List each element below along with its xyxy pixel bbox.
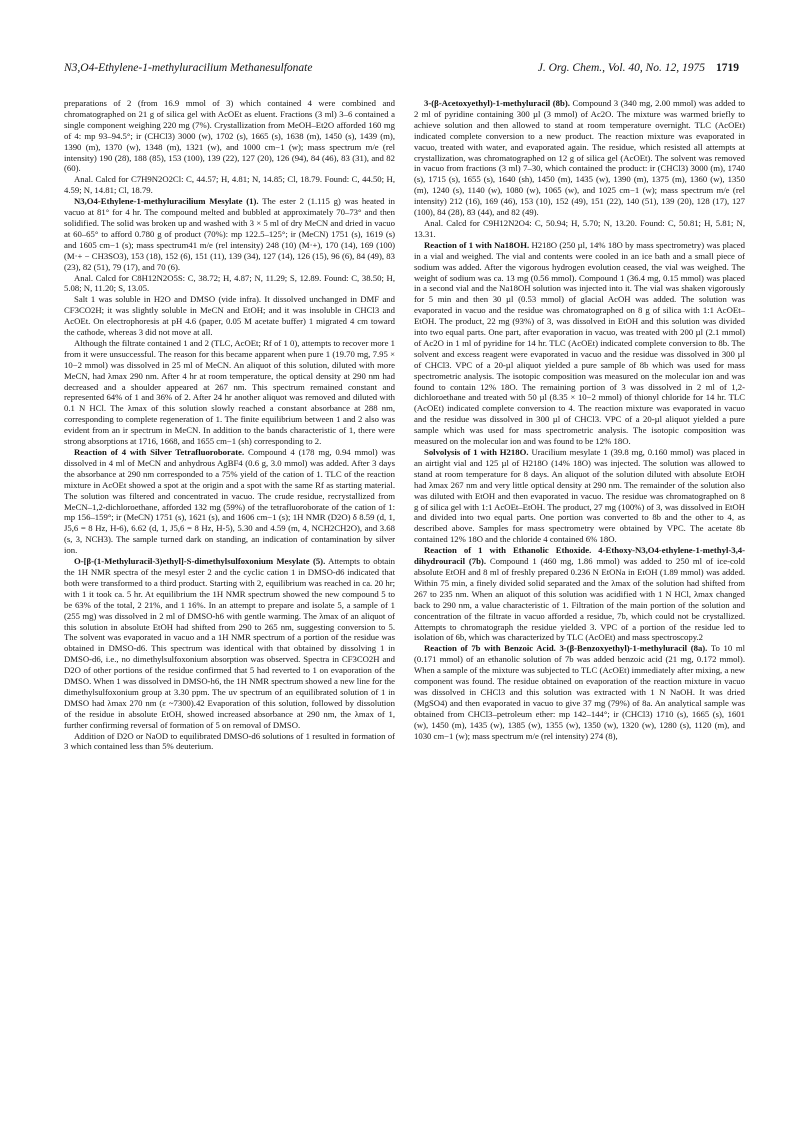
section-heading: Reaction of 1 with Ethanolic Ethoxide. 4-Ethoxy-N3,O4-ethylene-1-methyl-3,4-dihydrouracil (7b). xyxy=(414,545,745,567)
paragraph xyxy=(414,218,745,240)
journal-citation: J. Org. Chem., Vol. 40, No. 12, 1975 xyxy=(537,62,705,74)
paragraph xyxy=(64,731,395,753)
paragraph xyxy=(414,643,745,741)
paragraph-text: Attempts to obtain the 1H NMR spectra of the mesyl ester 2 and the cyclic cation 1 in DMSO-d6 indicated that both were transformed to a third product. Starting with 2, equilibrium was reached in ca. 20 hr; with 1 it took ca. 5 hr. At equilibrium the 1H NMR spectrum showed the new compound 5 to be 63% of the total, 2 21%, and 1 16%. In an attempt to prepare and isolate 5, a sample of 1 (255 mg) was dissolved in 2 ml of DMSO-h6 with gentle warming. The λmax of an aliquot of this solution in absolute EtOH had shifted from 290 to 265 nm, suggesting conversion to 5. The solvent was evaporated in vacuo and a 1H NMR spectrum of a portion of the residue was obtained in DMSO-d6. This spectrum was identical with that obtained by dissolving 1 in DMSO-d6, i.e., no dimethylsulfoxonium absorption was observed. Spectra in CF3CO2H and D2O of other portions of the residue confirmed that 5 had reverted to 1 on evaporation of the DMSO. When 1 was dissolved in DMSO-h6, the 1H NMR spectrum showed a new line for the dimethylsulfoxonium group at 3.30 ppm. The uv spectrum of an equilibrated solution of 1 in DMSO had λmax 270 nm (ε ~7300).42 Evaporation of this solution, followed by dissolution of the residue in absolute EtOH, showed increased absorbance at 290 nm, the λmax of 1, further confirming reversal of formation of 5 on removal of DMSO. xyxy=(64,556,395,730)
section-heading: 3-(β-Acetoxyethyl)-1-methyluracil (8b). xyxy=(424,98,570,108)
section-heading: N3,O4-Ethylene-1-methyluracilium Mesylate (1). xyxy=(74,196,259,207)
paragraph xyxy=(64,294,395,338)
running-title: N3,O4-Ethylene-1-methyluracilium Methanesulfonate xyxy=(64,62,313,74)
paragraph xyxy=(414,545,745,643)
paragraph xyxy=(64,447,395,556)
section-heading: O-[β-(1-Methyluracil-3)ethyl]-S-dimethylsulfoxonium Mesylate (5). xyxy=(74,556,326,567)
section-heading: Reaction of 1 with Na18OH. xyxy=(424,239,530,250)
paragraph xyxy=(64,98,395,174)
left-text-column xyxy=(64,98,395,752)
running-header xyxy=(64,62,739,80)
paragraph-text: Addition of D2O or NaOD to equilibrated DMSO-d6 solutions of 1 resulted in formation of 3 which contained less than 5% deuterium. xyxy=(64,730,395,752)
paragraph-text: Anal. Calcd for C8H12N2O5S: C, 38.72; H, 4.87; N, 11.29; S, 12.89. Found: C, 38.50; H, 5.08; N, 11.20; S, 13.05. xyxy=(64,272,395,294)
page-number: 1719 xyxy=(716,62,739,74)
right-text-column xyxy=(414,98,745,741)
paragraph-text: preparations of 2 (from 16.9 mmol of 3) which contained 4 were combined and chromatographed on 21 g of silica gel with AcOEt as eluent. Fractions (3 ml) 3–6 contained a single component weighing 220 mg (7%). Crystallization from MeOH–Et2O afforded 160 mg of 4: mp 93–94.5°; ir (CHCl3) 3000 (w), 1702 (s), 1665 (s), 1638 (m), 1450 (s), 1439 (m), 1390 (m), 1370 (w), 1348 (m), 1321 (w), and 1000 cm−1 (w); mass spectrum m/e (rel intensity) 190 (28), 188 (85), 153 (100), 139 (22), 127 (20), 126 (94), 84 (46), 83 (31), and 82 (60). xyxy=(64,98,395,174)
section-heading: Solvolysis of 1 with H218O. xyxy=(424,447,529,457)
paragraph xyxy=(414,447,745,545)
paragraph-text: Compound 4 (178 mg, 0.94 mmol) was dissolved in 4 ml of MeCN and anhydrous AgBF4 (0.6 g, 3.0 mmol) was added. After 3 days the absorbance at 290 nm corresponded to a 75% yield of the cation of 1. TLC of the reaction mixture in AcOEt showed a spot at the origin and a spot with the same Rf as starting material. The solution was filtered and concentrated in vacuo. The crude residue, recrystallized from MeCN–1,2-dichloroethane, afforded 132 mg (59%) of the tetrafluoroborate of the cation of 1: mp 156–159°; ir (MeCN) 1751 (s), 1621 (s), and 1606 cm−1 (s); 1H NMR (D2O) δ 8.59 (d, 1, J5,6 = 8 Hz, H-6), 6.62 (d, 1, J5,6 = 8 Hz, H-5), 5.30 and 4.59 (m, 4, NCH2CH2O), and 3.68 (s, 3, NCH3). The sample turned dark on standing, an indication of contamination by silver ion. xyxy=(64,447,395,556)
paragraph xyxy=(64,196,395,272)
paragraph-text: Although the filtrate contained 1 and 2 (TLC, AcOEt; Rf of 1 0), attempts to recover more 1 from it were unsuccessful. The reason for this became apparent when pure 1 (19.70 mg, 7.95 × 10−2 mmol) was dissolved in 25 ml of MeCN. An aliquot of this solution, diluted with more MeCN, had λmax 290 nm. After 4 hr at room temperature, the optical density at 290 nm had decreased and a shoulder appeared at 267 nm. This spectrum remained constant and represented 64% of 1 and 36% of 2. After 24 hr another aliquot was removed and diluted with 0.1 N HCl. The λmax of this solution slowly reached a constant absorbance at 288 nm, corresponding to complete regeneration of 1. The finite equilibrium between 1 and 2 also was evident from an ir spectrum in MeCN. In addition to the bands characteristic of 1, there were strong absorptions at 1716, 1668, and 1655 cm−1 (sh) corresponding to 2. xyxy=(64,337,395,447)
paragraph-text: To 10 ml (0.171 mmol) of an ethanolic solution of 7b was added benzoic acid (21 mg, 0.172 mmol). When a sample of the mixture was subjected to TLC (AcOEt) immediately after mixing, a new component was found. The residue obtained on evaporation of the reaction mixture in vacuo was dissolved in CHCl3 and this solution was extracted with 1 N NaOH. It was dried (MgSO4) and then evaporated in vacuo to give 37 mg (79%) of 8a. An analytical sample was obtained from CHCl3–petroleum ether: mp 142–144°; ir (CHCl3) 1710 (s), 1665 (s), 1601 (w), 1450 (m), 1435 (w), 1385 (w), 1355 (w), 1350 (w), 1320 (w), 1280 (s), 1120 (m), and 1030 cm−1 (w); mass spectrum m/e (rel intensity) 274 (8), xyxy=(414,643,746,741)
paragraph-text: Compound 1 (460 mg, 1.86 mmol) was added to 250 ml of ice-cold absolute EtOH and 8 ml of freshly prepared 0.236 N EtONa in EtOH (1.89 mmol) was added. Within 75 min, a finely divided solid separated and the λmax of the solution had shifted from 267 to 235 nm. When an aliquot of this solution was acidified with 1 N HCl, λmax changed back to 290 nm, a value characteristic of 1. Filtration of the main portion of the solution and concentration of the filtrate in vacuo afforded a residue, 7b, which could not be crystallized. Attempts to chromatograph the residue yielded 3. VPC of a portion of the residue led to isolation of 6b, which was characterized by TLC (AcOEt) and mass spectroscopy.2 xyxy=(414,556,746,643)
paragraph-text: The ester 2 (1.115 g) was heated in vacuo at 81° for 4 hr. The compound melted and bubbled at approximately 70–73° and then solidified. The solid was broken up and washed with 3 × 5 ml of dry MeCN and dried in vacuo at 60–65° to afford 0.780 g of product (70%): mp 122.5–125°; ir (MeCN) 1751 (s), 1619 (s) and 1605 cm−1 (s); mass spectrum41 m/e (rel intensity) 248 (10) (M·+), 170 (14), 169 (100) (M·+ − CH3SO3), 153 (18), 152 (6), 151 (11), 139 (34), 127 (14), 126 (15), 96 (6), 84 (49), 83 (23), 82 (51), 79 (17), and 70 (6). xyxy=(64,196,396,272)
section-heading: Reaction of 4 with Silver Tetrafluoroborate. xyxy=(74,447,245,457)
paragraph-text: Salt 1 was soluble in H2O and DMSO (vide infra). It dissolved unchanged in DMF and CF3CO2H; it was slightly soluble in MeCN and EtOH; and it was insoluble in CHCl3 and AcOEt. On electrophoresis at pH 4.6 (paper, 0.05 M acetate buffer) 1 migrated 4 cm toward the cathode, whereas 3 did not move at all. xyxy=(64,294,395,338)
paragraph-text: Uracilium mesylate 1 (39.8 mg, 0.160 mmol) was placed in an airtight vial and 125 µl of H218O (14% 18O) was injected. The solution was allowed to stand at room temperature for 8 days. An aliquot of the solution diluted with absolute EtOH had λmax 267 nm and very little optical density at 290 nm. The remainder of the solution also was diluted with EtOH and then evaporated in vacuo. The residue was chromatographed on 8 g of silica gel with 1:1 AcOEt–EtOH. The product, 27 mg (100%) of 3, was dissolved in EtOH and divided into two equal parts. One portion was converted to 8b and the other to 4, as described above. Samples for mass spectrometry were obtained by VPC. The acetate 8b contained 12% 18O and the chloride 4 contained 6% 18O. xyxy=(414,447,746,545)
paragraph xyxy=(64,338,395,447)
paragraph xyxy=(64,273,395,295)
paragraph-text: H218O (250 µl, 14% 18O by mass spectrometry) was placed in a vial and weighed. The vial and contents were cooled in an ice bath and a small piece of sodium was added. After the vigorous hydrogen evolution ceased, the vial was weighed. The weight of sodium was ca. 13 mg (0.56 mmol). Compound 1 (36.4 mg, 0.15 mmol) was placed in a second vial and the Na18OH solution was injected into it. The vial was shaken vigorously for 5 min and then 30 µl (0.53 mmol) of glacial AcOH was added. The solution was evaporated in vacuo and the residue was chromatographed on 8 g of silica with 1:1 AcOEt–EtOH. The product, 22 mg (93%) of 3, was dissolved in EtOH and this solution was divided into two equal parts. One part, after evaporation in vacuo, was treated with 200 µl (2.1 mmol) of Ac2O in 1 ml of pyridine for 14 hr. TLC (AcOEt) indicated complete conversion to 8b. The solvent and excess reagent were evaporated in vacuo and the residue was dissolved in 300 µl of CHCl3. VPC of a 20-µl aliquot yielded a pure sample of 8b which was used for mass spectrometric analysis. The isotopic composition was measured on the molecular ion and was found to contain 12% 18O. The remaining portion of 3 was dissolved in 2 ml of 1,2-dichloroethane and treated with 50 µl (8.35 × 10−2 mmol) of thionyl chloride for 14 hr. TLC (AcOEt) indicated complete conversion to 4. The reaction mixture was evaporated in vacuo and the residue was dissolved in 300 µl of CHCl3. VPC of a 20-µl aliquot yielded a pure sample which was used for mass spectrometric analysis. The isotopic composition was measured on the molecular ion and was found to be 12% 18O. xyxy=(414,239,746,447)
paragraph-text: Anal. Calcd for C9H12N2O4: C, 50.94; H, 5.70; N, 13.20. Found: C, 50.81; H, 5.81; N, 13.31. xyxy=(414,217,745,239)
paragraph xyxy=(414,240,745,447)
paragraph xyxy=(64,174,395,196)
section-heading: Reaction of 7b with Benzoic Acid. 3-(β-Benzoxyethyl)-1-methyluracil (8a). xyxy=(424,643,708,654)
paragraph xyxy=(64,556,395,731)
paragraph xyxy=(414,98,745,218)
paragraph-text: Compound 3 (340 mg, 2.00 mmol) was added to 2 ml of pyridine containing 300 µl (3 mmol) of Ac2O. The mixture was warmed briefly to achieve solution and then allowed to stand at room temperature overnight. TLC (AcOEt) indicated complete conversion to a new product. The reaction mixture was evaporated in vacuo, treated with water, and evaporated again. The residue, which resisted all attempts at crystallization, was chromatographed on 12 g of silica gel (AcOEt). The solvent was removed in vacuo from fractions (3 ml) 7–30, which contained the product: ir (CHCl3) 3000 (m), 1740 (s), 1715 (s), 1655 (s), 1640 (sh), 1450 (m), 1435 (w), 1390 (m), 1375 (m), 1360 (w), 1350 (m), 1240 (s), 1140 (w), 1080 (w), 1065 (w), and 1025 cm−1 (w); mass spectrum m/e (rel intensity) 212 (16), 169 (46), 153 (10), 152 (49), 151 (22), 140 (51), 139 (20), 128 (17), 127 (100), 84 (28), 83 (44), and 82 (49). xyxy=(414,98,746,218)
paragraph-text: Anal. Calcd for C7H9N2O2Cl: C, 44.57; H, 4.81; N, 14.85; Cl, 18.79. Found: C, 44.50; H, 4.59; N, 14.81; Cl, 18.79. xyxy=(64,174,395,196)
